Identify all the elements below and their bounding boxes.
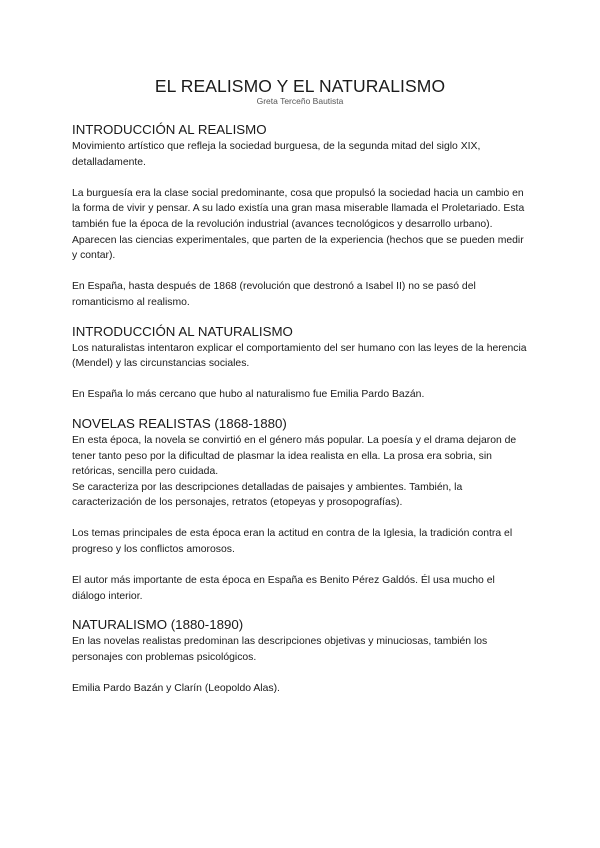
section-intro-realismo: [72, 121, 528, 311]
paragraph: En España, hasta después de 1868 (revolución que destronó a Isabel II) no se pasó del romanticismo al realismo.: [72, 281, 476, 308]
section-heading: NOVELAS REALISTAS (1868-1880): [72, 415, 287, 431]
section-heading: INTRODUCCIÓN AL REALISMO: [72, 122, 267, 137]
paragraph: La burguesía era la clase social predominante, cosa que propulsó la sociedad hacia un cambio en la forma de vivir y pensar. A su lado existía una gran masa miserable llamada el Proletariado. Esta también fue la época de la revolución industrial (avances tecnológicos y desarrollo urbano).: [72, 187, 525, 230]
paragraph: Se caracteriza por las descripciones detalladas de paisajes y ambientes. También, la caracterización de los personajes, retratos (etopeyas y prosopografías).: [72, 481, 463, 509]
section-heading: NATURALISMO (1880-1890): [72, 617, 244, 633]
paragraph: Aparecen las ciencias experimentales, que parten de la experiencia (hechos que se pueden medir y contar).: [72, 234, 524, 262]
paragraph: En esta época, la novela se convirtió en el género más popular. La poesía y el drama dejaron de tener tanto peso por la dificultad de plasmar la idea realista en ella. La prosa era sobria, sin retóricas, sencilla pero cuidada.: [72, 434, 517, 478]
section-naturalismo: [72, 616, 528, 696]
paragraph: En las novelas realistas predominan las descripciones objetivas y minuciosas, también los personajes con problemas psicológicos.: [72, 636, 488, 664]
document-title: EL REALISMO Y EL NATURALISMO: [154, 76, 446, 96]
document-author: Greta Terceño Bautista: [256, 96, 344, 106]
paragraph: El autor más importante de esta época en España es Benito Pérez Galdós. Él usa mucho el diálogo interior.: [72, 575, 495, 602]
paragraph: Emilia Pardo Bazán y Clarín (Leopoldo Alas).: [72, 683, 280, 695]
paragraph: En España lo más cercano que hubo al naturalismo fue Emilia Pardo Bazán.: [72, 389, 425, 401]
section-intro-naturalismo: [72, 323, 528, 403]
document-body: [72, 121, 528, 697]
paragraph: Los naturalistas intentaron explicar el comportamiento del ser humano con las leyes de la herencia (Mendel) y las circunstancias sociales.: [72, 342, 527, 370]
section-heading: INTRODUCCIÓN AL NATURALISMO: [72, 323, 293, 339]
section-novelas-realistas: [72, 415, 528, 605]
paragraph: Movimiento artístico que refleja la sociedad burguesa, de la segunda mitad del siglo XIX, detalladamente.: [72, 141, 481, 168]
paragraph: Los temas principales de esta época eran la actitud en contra de la Iglesia, la tradición contra el progreso y los conflictos amorosos.: [72, 528, 513, 556]
